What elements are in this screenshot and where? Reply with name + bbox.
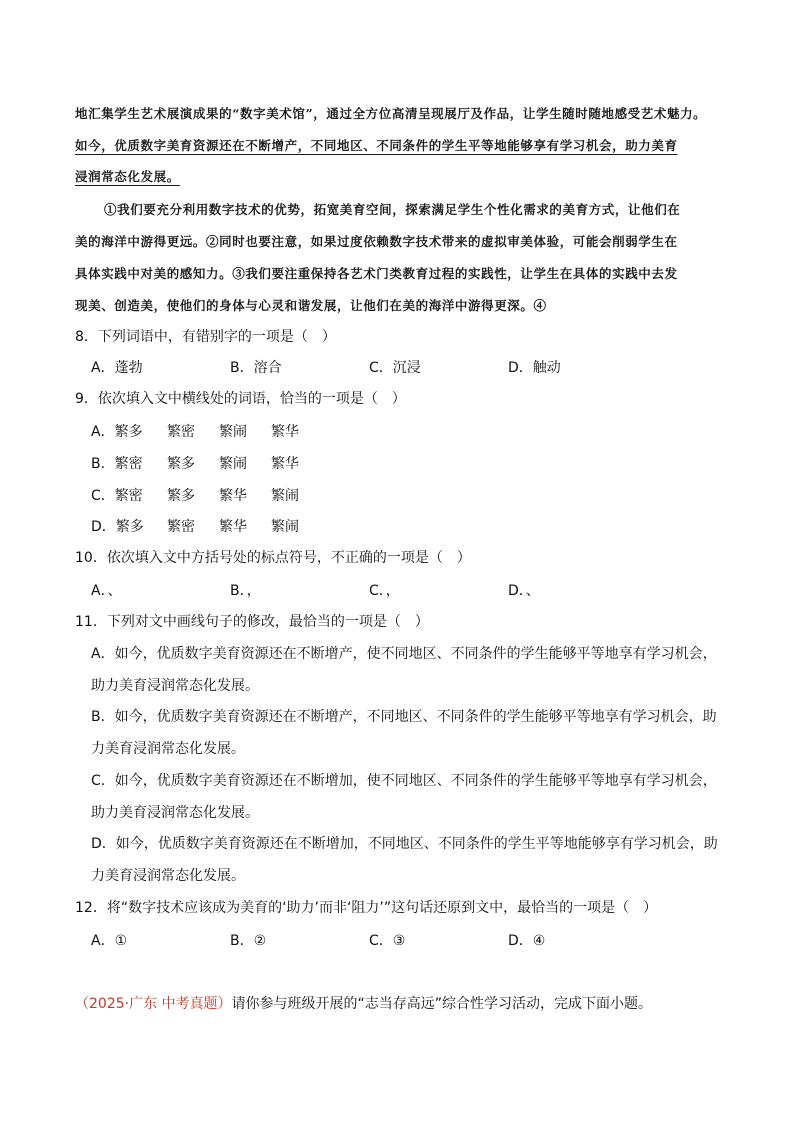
word: B．繁密 [91, 456, 143, 472]
passage-line-1: 地汇集学生艺术展演成果的“数字美术馆”，通过全方位高清呈现展厅及作品，让学生随时随地感受艺术魅力。 [75, 106, 707, 121]
question-12-stem: 12．将“数字技术应该成为美育的‘助力’而非‘阻力’”这句话还原到文中，最恰当的一项是（ ） [75, 900, 658, 916]
word: C．繁密 [91, 488, 143, 504]
question-12-options [91, 930, 647, 950]
word: 繁密 [167, 519, 195, 535]
word: 繁华 [271, 456, 299, 472]
word: 繁华 [219, 488, 247, 504]
source-tag: （2025·广东 中考真题） [75, 996, 232, 1012]
question-9-stem: 9．依次填入文中横线处的词语，恰当的一项是（ ） [75, 391, 406, 407]
word: A．繁多 [91, 424, 143, 440]
question-11-stem: 11．下列对文中画线句子的修改，最恰当的一项是（ ） [75, 614, 429, 630]
option-d: D．④ [508, 933, 546, 949]
option-a: A．、 [91, 583, 122, 599]
section-intro-text: 请你参与班级开展的“志当存高远”综合性学习活动，完成下面小题。 [231, 996, 653, 1012]
question-11-option-d-line-1: D．如今，优质数字美育资源还在不断增加，不同地区、不同条件的学生平等地能够享有学习机会，助 [91, 836, 718, 852]
passage-line-4: ①我们要充分利用数字技术的优势，拓宽美育空间，探索满足学生个性化需求的美育方式，让他们在 [104, 202, 681, 217]
question-11-option-a-line-1: A．如今，优质数字美育资源还在不断增产，使不同地区、不同条件的学生能够平等地享有学习机会， [91, 646, 717, 662]
passage-underlined-sentence-2: 浸润常态化发展。 [75, 169, 180, 184]
option-a: A．蓬勃 [91, 360, 143, 376]
question-11-option-b-line-1: B．如今，优质数字美育资源还在不断增产，不同地区、不同条件的学生能够平等地享有学习机会，助 [91, 709, 717, 725]
option-b: B．溶合 [230, 360, 282, 376]
option-a: A．① [91, 933, 128, 949]
option-c: C．， [369, 583, 400, 599]
question-11-option-a-line-2: 助力美育浸润常态化发展。 [91, 678, 259, 694]
word: 繁闹 [219, 456, 247, 472]
question-9-option-b [91, 453, 323, 473]
word: 繁密 [167, 424, 195, 440]
word: 繁闹 [271, 519, 299, 535]
option-b: B．， [230, 583, 261, 599]
option-c: C．③ [369, 933, 406, 949]
question-11-option-c-line-2: 助力美育浸润常态化发展。 [91, 805, 259, 821]
section-intro [75, 994, 652, 1014]
question-8-options [91, 357, 647, 377]
word: 繁多 [167, 456, 195, 472]
passage-underlined-sentence-1: 如今，优质数字美育资源还在不断增产，不同地区、不同条件的学生平等地能够享有学习机会，助力美育 [75, 138, 678, 153]
word: D．繁多 [91, 519, 144, 535]
passage-line-5: 美的海洋中游得更远。②同时也要注意，如果过度依赖数字技术带来的虚拟审美体验，可能会削弱学生在 [75, 234, 678, 249]
word: 繁多 [167, 488, 195, 504]
word: 繁闹 [271, 488, 299, 504]
word: 繁华 [271, 424, 299, 440]
question-10-stem: 10．依次填入文中方括号处的标点符号，不正确的一项是（ ） [75, 550, 471, 566]
option-c: C．沉浸 [369, 360, 421, 376]
question-9-option-c [91, 485, 323, 505]
question-8-stem: 8．下列词语中，有错别字的一项是（ ） [75, 329, 336, 345]
word: 繁闹 [219, 424, 247, 440]
question-11-option-d-line-2: 力美育浸润常态化发展。 [91, 868, 245, 884]
option-d: D．、 [508, 583, 540, 599]
question-9-option-d [91, 516, 323, 536]
word: 繁华 [219, 519, 247, 535]
question-10-options [91, 580, 647, 600]
passage-line-6: 具体实践中对美的感知力。③我们要注重保持各艺术门类教育过程的实践性，让学生在具体的实践中去发 [75, 266, 678, 281]
option-d: D．触动 [508, 360, 561, 376]
passage-line-7: 现美、创造美，使他们的身体与心灵和谐发展，让他们在美的海洋中游得更深。④ [75, 298, 547, 313]
question-11-option-b-line-2: 力美育浸润常态化发展。 [91, 741, 245, 757]
option-b: B．② [230, 933, 267, 949]
question-11-option-c-line-1: C．如今，优质数字美育资源还在不断增加，使不同地区、不同条件的学生能够平等地享有学习机会， [91, 773, 717, 789]
question-9-option-a [91, 421, 323, 441]
